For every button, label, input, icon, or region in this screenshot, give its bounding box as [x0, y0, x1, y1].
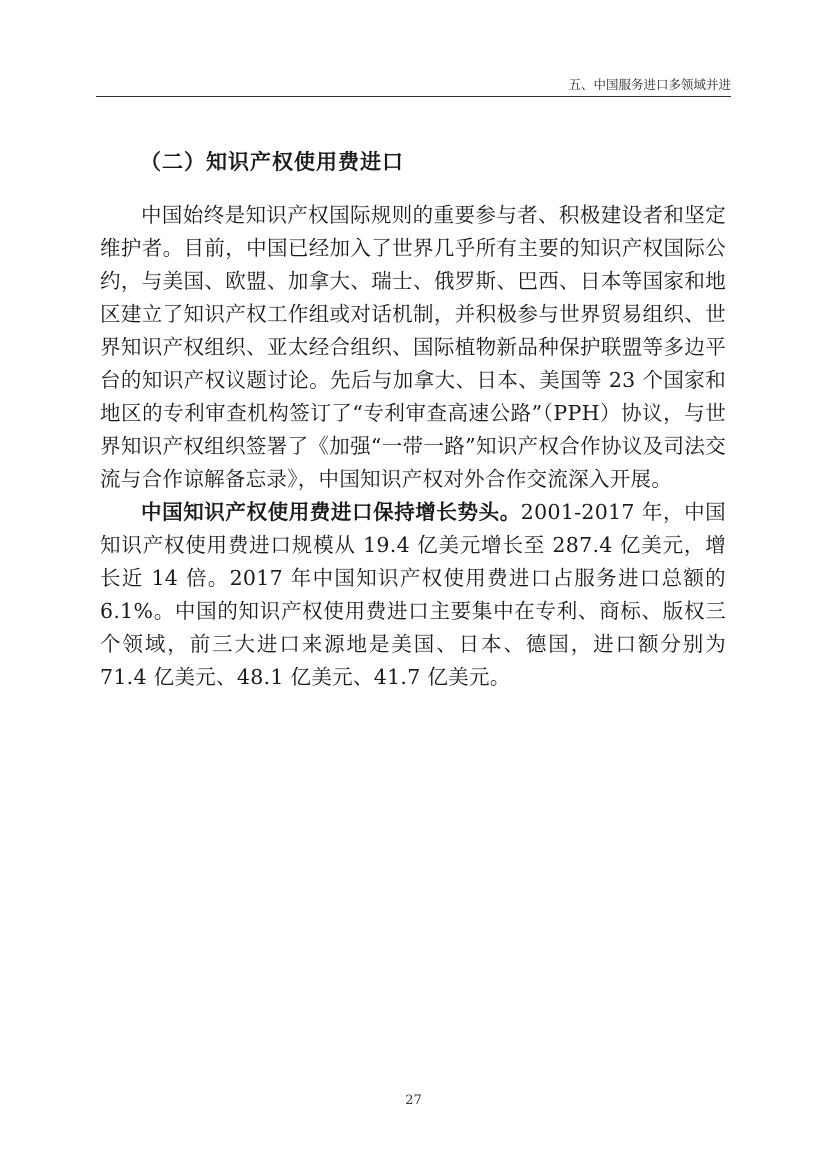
body-text: [100, 199, 726, 694]
header-rule: [96, 96, 731, 97]
paragraph-ip-cooperation: 中国始终是知识产权国际规则的重要参与者、积极建设者和坚定维护者。目前，中国已经加入了世界几乎所有主要的知识产权国际公约，与美国、欧盟、加拿大、瑞士、俄罗斯、巴西、日本等国家和地区建立了知识产权工作组或对话机制，并积极参与世界贸易组织、世界知识产权组织、亚太经合组织、国际植物新品种保护联盟等多边平台的知识产权议题讨论。先后与加拿大、日本、美国等 23 个国家和地区的专利审查机构签订了“专利审查高速公路”（PPH）协议，与世界知识产权组织签署了《加强“一带一路”知识产权合作协议及司法交流与合作谅解备忘录》，中国知识产权对外合作交流深入开展。: [100, 203, 726, 491]
page-number: 27: [405, 1093, 422, 1108]
paragraph-lead-sentence: 中国知识产权使用费进口保持增长势头。: [141, 500, 521, 524]
paragraph-body-text: 2001-2017 年，中国知识产权使用费进口规模从 19.4 亿美元增长至 287.4 亿美元，增长近 14 倍。2017 年中国知识产权使用费进口占服务进口总额的 6.1%。中国的知识产权使用费进口主要集中在专利、商标、版权三个领域，前三大进口来源地是美国、日本、德国，进口额分别为 71.4 亿美元、48.1 亿美元、41.7 亿美元。: [100, 500, 726, 689]
running-header: 五、中国服务进口多领域并进: [568, 77, 731, 92]
section-heading: （二）知识产权使用费进口: [140, 150, 404, 174]
paragraph-ip-import-growth: [100, 496, 726, 694]
